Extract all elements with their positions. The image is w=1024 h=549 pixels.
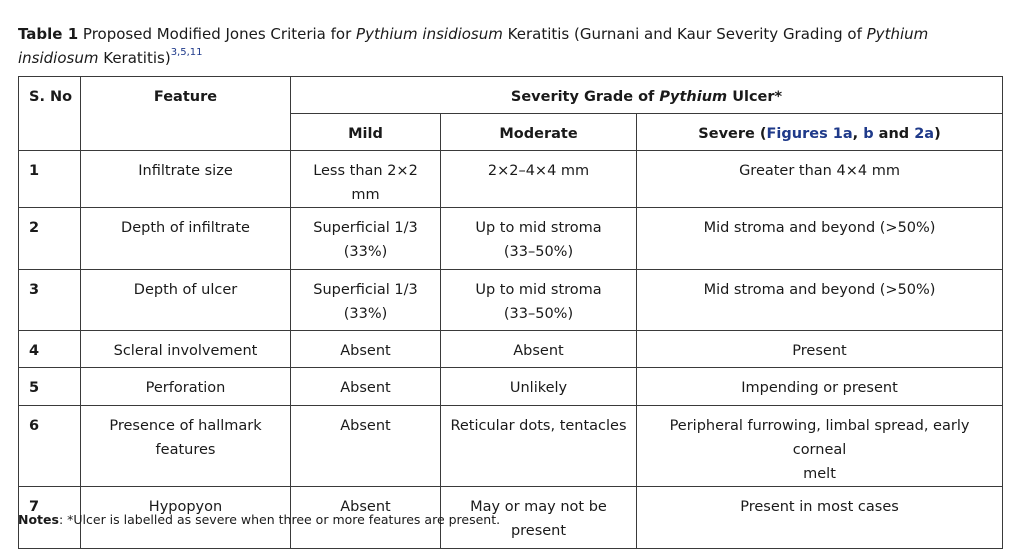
figure-link-1a[interactable]: Figures 1a [766,126,853,142]
table-row [19,406,1003,487]
cell-feature: Scleral involvement [81,331,291,368]
cell-feature: Presence of hallmark features [81,406,291,487]
header-moderate: Moderate [441,114,637,151]
caption-text: Proposed Modified Jones Criteria for [78,25,357,43]
table-row [19,331,1003,368]
caption-text: Keratitis (Gurnani and Kaur Severity Grading of [502,25,867,43]
header-feature: Feature [81,77,291,151]
cell-severe: Mid stroma and beyond (>50%) [637,208,1003,270]
cell-sno: 7 [19,487,81,549]
cell-mild: Superficial 1/3 (33%) [291,208,441,270]
header-severe: Severe (Figures 1a, b and 2a) [637,114,1003,151]
caption-references-link[interactable]: 3,5,11 [170,47,203,58]
figure-link-1b[interactable]: b [863,126,874,142]
cell-moderate: Up to mid stroma (33–50%) [441,208,637,270]
cell-moderate: Absent [441,331,637,368]
caption-species: Pythium insidiosum [356,25,503,43]
table-row [19,368,1003,406]
table-label: Table 1 [18,25,79,43]
cell-moderate: Unlikely [441,368,637,406]
cell-moderate: Up to mid stroma (33–50%) [441,270,637,331]
caption-species: Pythium insidiosum [18,25,929,67]
cell-mild: Absent [291,487,441,549]
table-row [19,208,1003,270]
cell-sno: 5 [19,368,81,406]
cell-mild: Absent [291,406,441,487]
header-mild: Mild [291,114,441,151]
criteria-table [18,76,1003,549]
caption-text: Keratitis) [98,49,171,67]
cell-moderate: 2×2–4×4 mm [441,151,637,208]
cell-severe: Peripheral furrowing, limbal spread, early corneal melt [637,406,1003,487]
table-caption [18,22,1008,70]
table-row [19,270,1003,331]
cell-feature: Depth of infiltrate [81,208,291,270]
notes-label: Notes [18,512,59,527]
notes-text: : *Ulcer is labelled as severe when three or more features are present. [58,512,501,527]
cell-severe: Mid stroma and beyond (>50%) [637,270,1003,331]
table-notes [18,512,500,527]
cell-mild: Less than 2×2 mm [291,151,441,208]
cell-feature: Perforation [81,368,291,406]
cell-moderate: May or may not be present [441,487,637,549]
table-row [19,151,1003,208]
cell-severe: Greater than 4×4 mm [637,151,1003,208]
cell-sno: 2 [19,208,81,270]
cell-mild: Absent [291,368,441,406]
cell-severe: Impending or present [637,368,1003,406]
cell-severe: Present in most cases [637,487,1003,549]
header-row [19,77,1003,114]
figure-link-2a[interactable]: 2a [914,126,935,142]
cell-feature: Hypopyon [81,487,291,549]
cell-sno: 3 [19,270,81,331]
cell-severe: Present [637,331,1003,368]
cell-sno: 6 [19,406,81,487]
header-sno: S. No [19,77,81,151]
cell-moderate: Reticular dots, tentacles [441,406,637,487]
cell-feature: Infiltrate size [81,151,291,208]
cell-mild: Absent [291,331,441,368]
cell-feature: Depth of ulcer [81,270,291,331]
cell-sno: 1 [19,151,81,208]
cell-mild: Superficial 1/3 (33%) [291,270,441,331]
cell-sno: 4 [19,331,81,368]
header-severity-grade: Severity Grade of Pythium Ulcer* [291,77,1003,114]
